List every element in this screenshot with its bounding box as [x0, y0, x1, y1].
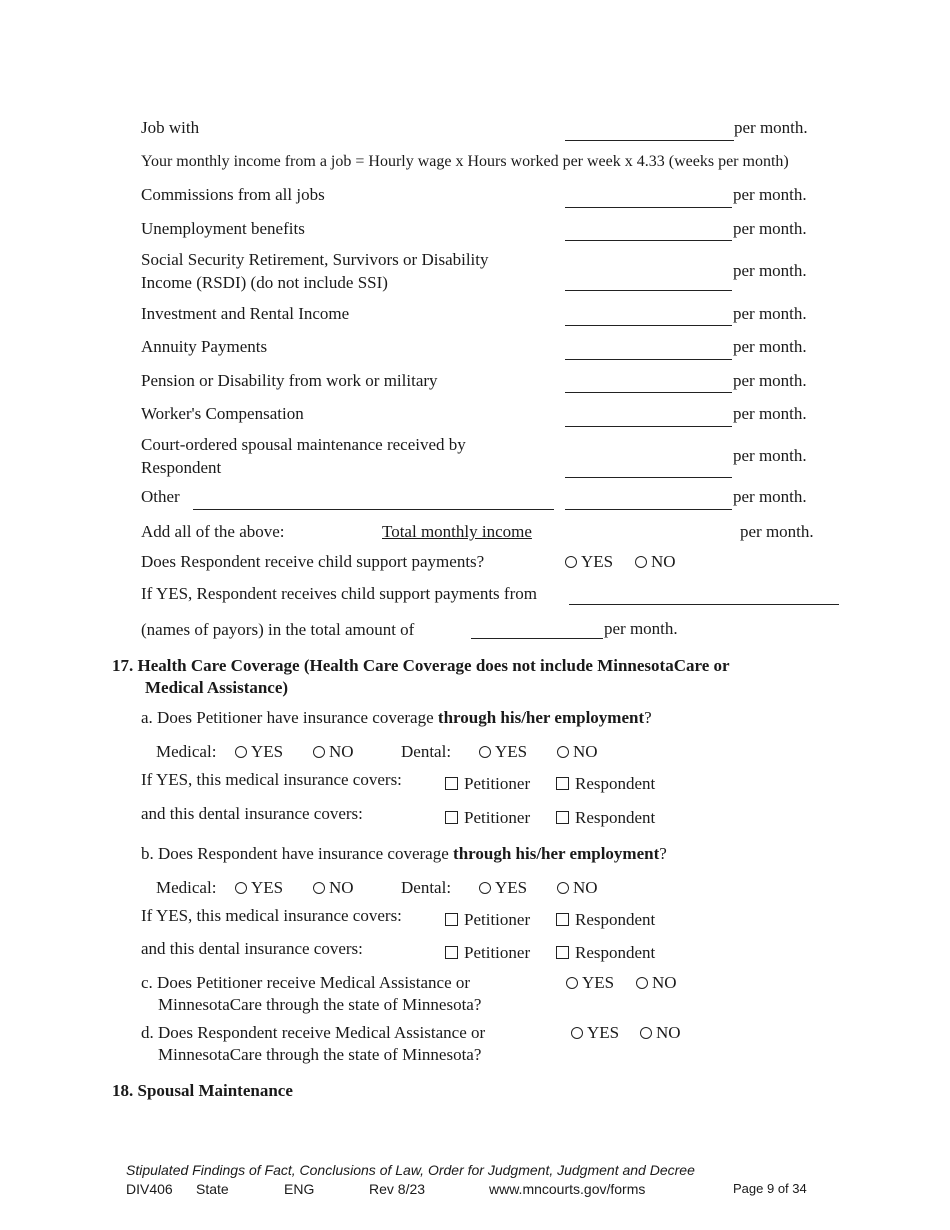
per-month-label: per month.: [733, 371, 807, 390]
child-support-no-option[interactable]: NO: [635, 551, 676, 572]
spousal-maint-received-label-line2: Respondent: [141, 458, 222, 477]
add-all-label: Add all of the above:: [141, 522, 285, 541]
other-description-field[interactable]: [193, 509, 554, 510]
rsdi-amount-field[interactable]: [565, 290, 732, 291]
child-support-amount-field[interactable]: [471, 638, 603, 639]
footer-page-number: Page 9 of 34: [733, 1181, 807, 1196]
pension-amount-field[interactable]: [565, 392, 732, 393]
medical-label: Medical:: [156, 878, 217, 897]
respondent-dental-yes-option[interactable]: YES: [479, 877, 527, 898]
respondent-medical-yes-option[interactable]: YES: [235, 877, 283, 898]
footer-form-id: DIV406: [126, 1181, 173, 1197]
question-17b: b. Does Respondent have insurance coverage through his/her employment?: [141, 844, 667, 863]
radio-circle-icon: [557, 882, 569, 894]
petitioner-dental-no-option[interactable]: NO: [557, 741, 598, 762]
child-support-from-label: If YES, Respondent receives child support payments from: [141, 584, 537, 603]
footer-document-title: Stipulated Findings of Fact, Conclusions of Law, Order for Judgment, Judgment and Decree: [126, 1162, 695, 1178]
respondent-ma-yes-option[interactable]: YES: [571, 1022, 619, 1043]
per-month-label: per month.: [733, 487, 807, 506]
radio-circle-icon: [635, 556, 647, 568]
checkbox-icon: [445, 811, 458, 824]
investment-label: Investment and Rental Income: [141, 304, 350, 323]
annuity-amount-field[interactable]: [565, 359, 732, 360]
medical-covers-label: If YES, this medical insurance covers:: [141, 906, 402, 925]
radio-circle-icon: [313, 746, 325, 758]
job-income-formula: Your monthly income from a job = Hourly wage x Hours worked per week x 4.33 (weeks per month): [141, 153, 789, 170]
child-support-question: Does Respondent receive child support payments?: [141, 552, 485, 571]
dental-label: Dental:: [401, 742, 452, 761]
per-month-label: per month.: [604, 619, 678, 638]
per-month-label: per month.: [733, 404, 807, 423]
radio-circle-icon: [640, 1027, 652, 1039]
per-month-label: per month.: [733, 185, 807, 204]
names-of-payors-label: (names of payors) in the total amount of: [141, 620, 415, 639]
checkbox-icon: [445, 777, 458, 790]
respondent-medical-covers-petitioner-checkbox[interactable]: Petitioner: [445, 909, 530, 930]
petitioner-dental-yes-option[interactable]: YES: [479, 741, 527, 762]
question-17d-line1: d. Does Respondent receive Medical Assistance or: [141, 1023, 486, 1042]
dental-covers-label: and this dental insurance covers:: [141, 939, 363, 958]
per-month-label: per month.: [733, 337, 807, 356]
other-amount-field[interactable]: [565, 509, 732, 510]
total-monthly-income-label: Total monthly income: [382, 522, 532, 541]
radio-circle-icon: [636, 977, 648, 989]
question-17d-line2: MinnesotaCare through the state of Minnesota?: [158, 1045, 482, 1064]
petitioner-medical-covers-petitioner-checkbox[interactable]: Petitioner: [445, 773, 530, 794]
radio-circle-icon: [565, 556, 577, 568]
footer-revision: Rev 8/23: [369, 1181, 426, 1197]
per-month-label: per month.: [734, 118, 808, 137]
question-17c-line1: c. Does Petitioner receive Medical Assistance or: [141, 973, 471, 992]
per-month-label: per month.: [733, 219, 807, 238]
checkbox-icon: [445, 913, 458, 926]
checkbox-icon: [556, 811, 569, 824]
job-amount-field[interactable]: [565, 140, 734, 141]
unemployment-amount-field[interactable]: [565, 240, 732, 241]
radio-circle-icon: [479, 746, 491, 758]
commissions-label: Commissions from all jobs: [141, 185, 325, 204]
footer-forms-link[interactable]: www.mncourts.gov/forms: [489, 1181, 646, 1197]
workers-comp-label: Worker's Compensation: [141, 404, 304, 423]
rsdi-label-line1: Social Security Retirement, Survivors or Disability: [141, 250, 489, 269]
checkbox-icon: [556, 777, 569, 790]
commissions-amount-field[interactable]: [565, 207, 732, 208]
petitioner-ma-no-option[interactable]: NO: [636, 972, 677, 993]
respondent-ma-no-option[interactable]: NO: [640, 1022, 681, 1043]
spousal-maint-received-amount-field[interactable]: [565, 477, 732, 478]
per-month-label: per month.: [733, 261, 807, 280]
section-17-title-line2: Medical Assistance): [145, 678, 289, 697]
petitioner-medical-covers-respondent-checkbox[interactable]: Respondent: [556, 773, 655, 794]
dental-label: Dental:: [401, 878, 452, 897]
workers-comp-amount-field[interactable]: [565, 426, 732, 427]
respondent-medical-no-option[interactable]: NO: [313, 877, 354, 898]
spousal-maint-received-label-line1: Court-ordered spousal maintenance received by: [141, 435, 466, 454]
dental-covers-label: and this dental insurance covers:: [141, 804, 363, 823]
radio-circle-icon: [571, 1027, 583, 1039]
petitioner-dental-covers-petitioner-checkbox[interactable]: Petitioner: [445, 807, 530, 828]
petitioner-medical-no-option[interactable]: NO: [313, 741, 354, 762]
respondent-dental-covers-petitioner-checkbox[interactable]: Petitioner: [445, 942, 530, 963]
section-18-title: 18. Spousal Maintenance: [112, 1081, 293, 1100]
checkbox-icon: [556, 913, 569, 926]
annuity-label: Annuity Payments: [141, 337, 268, 356]
petitioner-dental-covers-respondent-checkbox[interactable]: Respondent: [556, 807, 655, 828]
petitioner-medical-yes-option[interactable]: YES: [235, 741, 283, 762]
checkbox-icon: [556, 946, 569, 959]
checkbox-icon: [445, 946, 458, 959]
radio-circle-icon: [479, 882, 491, 894]
child-support-yes-option[interactable]: YES: [565, 551, 613, 572]
question-17c-line2: MinnesotaCare through the state of Minnesota?: [158, 995, 482, 1014]
investment-amount-field[interactable]: [565, 325, 732, 326]
radio-circle-icon: [235, 882, 247, 894]
per-month-label: per month.: [733, 446, 807, 465]
footer-language: ENG: [284, 1181, 315, 1197]
respondent-dental-no-option[interactable]: NO: [557, 877, 598, 898]
question-17a: a. Does Petitioner have insurance coverage through his/her employment?: [141, 708, 652, 727]
medical-label: Medical:: [156, 742, 217, 761]
per-month-label: per month.: [733, 304, 807, 323]
rsdi-label-line2: Income (RSDI) (do not include SSI): [141, 273, 388, 292]
footer-jurisdiction: State: [196, 1181, 229, 1197]
child-support-payors-field[interactable]: [569, 604, 839, 605]
per-month-label: per month.: [740, 522, 814, 541]
respondent-dental-covers-respondent-checkbox[interactable]: Respondent: [556, 942, 655, 963]
other-label: Other: [141, 487, 180, 506]
petitioner-ma-yes-option[interactable]: YES: [566, 972, 614, 993]
radio-circle-icon: [566, 977, 578, 989]
pension-label: Pension or Disability from work or military: [141, 371, 438, 390]
radio-circle-icon: [235, 746, 247, 758]
unemployment-label: Unemployment benefits: [141, 219, 305, 238]
radio-circle-icon: [313, 882, 325, 894]
radio-circle-icon: [557, 746, 569, 758]
respondent-medical-covers-respondent-checkbox[interactable]: Respondent: [556, 909, 655, 930]
job-with-label: Job with: [141, 118, 200, 137]
section-17-title-line1: 17. Health Care Coverage (Health Care Coverage does not include MinnesotaCare or: [112, 656, 730, 675]
medical-covers-label: If YES, this medical insurance covers:: [141, 770, 402, 789]
